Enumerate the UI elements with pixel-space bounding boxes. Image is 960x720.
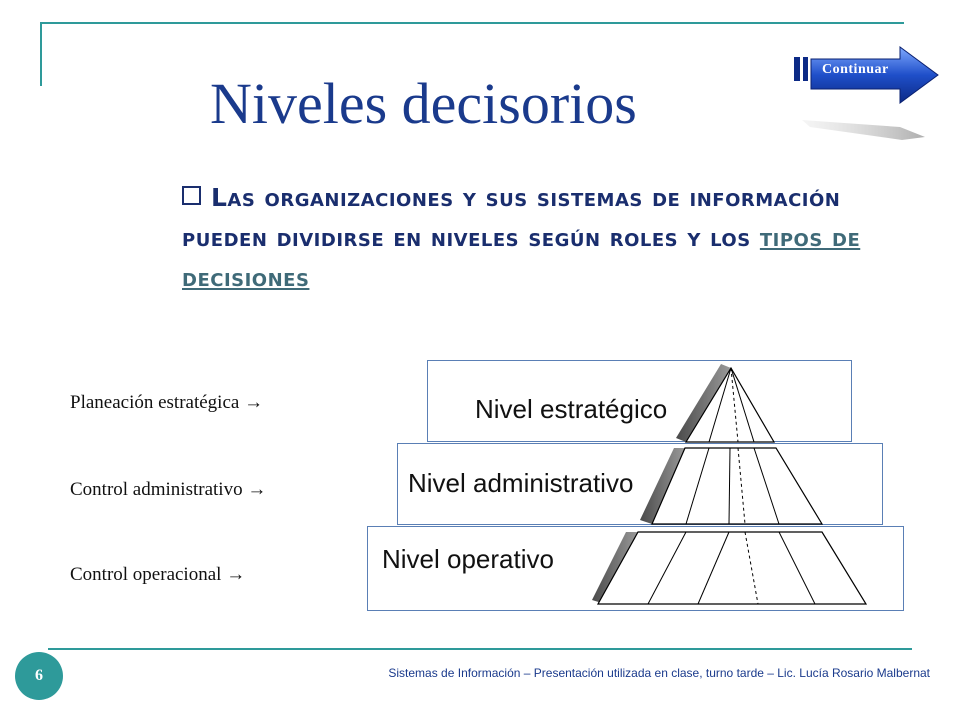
pyramid-tier-bottom	[592, 532, 866, 604]
level-label: Nivel operativo	[382, 544, 554, 574]
slide-title: Niveles decisorios	[210, 71, 637, 136]
page-number-badge: 6	[15, 652, 63, 700]
tipos-de-decisiones-link[interactable]: tipos de decisiones	[182, 223, 861, 292]
pyramid-tier-top	[676, 364, 774, 442]
right-arrow-icon: →	[226, 564, 246, 585]
bullet-text: Las organizaciones y sus sistemas de información pueden dividirse en niveles según roles y los	[182, 183, 841, 252]
footer-caption: Sistemas de Información – Presentación utilizada en clase, turno tarde – Lic. Lucía Rosario Malbernat	[388, 666, 930, 680]
level-label: Nivel estratégico	[475, 394, 668, 424]
right-arrow-icon: →	[244, 392, 264, 413]
left-label-text: Control administrativo	[70, 479, 243, 500]
right-arrow-icon: →	[247, 479, 267, 500]
continue-button-label[interactable]: Continuar	[822, 62, 889, 77]
left-label-text: Planeación estratégica	[70, 392, 240, 413]
pyramid-tier-middle	[640, 448, 822, 524]
left-label-text: Control operacional	[70, 564, 222, 585]
level-label: Nivel administrativo	[408, 468, 634, 498]
footer-line	[48, 648, 912, 650]
